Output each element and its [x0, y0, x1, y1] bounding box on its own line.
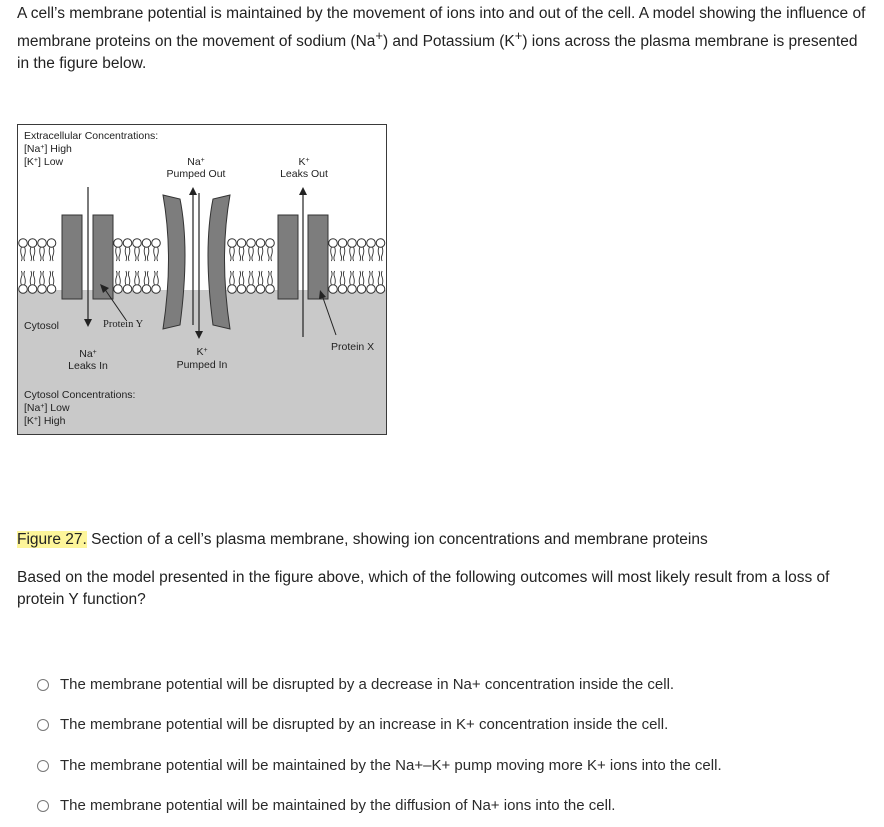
- intro-text-3: ) ions across the plasma membrane is presented in the figure below.: [17, 33, 858, 73]
- lipid-head: [348, 239, 357, 261]
- lipid-head: [123, 271, 132, 293]
- lipid-head: [376, 239, 385, 261]
- lipid-head: [38, 271, 47, 293]
- lipid-head: [256, 239, 265, 261]
- answer-option-4[interactable]: [37, 797, 615, 814]
- lipid-head: [357, 239, 366, 261]
- caption-text: Section of a cell’s plasma membrane, showing ion concentrations and membrane proteins: [86, 531, 708, 548]
- lipid-head: [228, 239, 237, 261]
- answer-option-label: The membrane potential will be disrupted by a decrease in Na+ concentration inside the cell.: [60, 676, 675, 693]
- figure-caption: [17, 530, 708, 550]
- lipid-head: [47, 271, 56, 293]
- lipid-head: [247, 271, 256, 293]
- lipid-head: [142, 239, 151, 261]
- lipid-head: [114, 271, 123, 293]
- lipid-head: [133, 239, 142, 261]
- k-leaks-out-ion: K+: [298, 156, 310, 168]
- cytosol-conc-title: Cytosol Concentrations:: [24, 389, 136, 401]
- lipid-head: [28, 239, 37, 261]
- radio-button[interactable]: [37, 760, 49, 772]
- answer-option-label: The membrane potential will be maintained by the Na+–K+ pump moving more K+ ions into the cell.: [60, 757, 722, 774]
- lipid-head: [329, 271, 338, 293]
- lipid-head: [256, 271, 265, 293]
- lipid-head: [367, 239, 376, 261]
- extracellular-na: [Na+] High: [24, 143, 72, 155]
- lipid-head: [114, 239, 123, 261]
- k-pumped-in-label: Pumped In: [176, 359, 228, 371]
- protein-y-label: Protein Y: [103, 319, 144, 330]
- lipid-head: [338, 271, 347, 293]
- cytosol-label: Cytosol: [24, 320, 60, 332]
- intro-paragraph: [17, 3, 867, 75]
- na-leaks-in-ion: Na+: [79, 348, 97, 360]
- intro-sup-1: +: [375, 28, 383, 43]
- lipid-head: [266, 239, 275, 261]
- lipid-head: [247, 239, 256, 261]
- lipid-head: [19, 271, 28, 293]
- k-leaks-out-label: Leaks Out: [280, 168, 328, 180]
- lipid-head: [133, 271, 142, 293]
- lipid-head: [338, 239, 347, 261]
- lipid-head: [266, 271, 275, 293]
- question-text: Based on the model presented in the figure above, which of the following outcomes will most likely result from a loss of protein Y function?: [17, 569, 830, 608]
- k-pumped-in-ion: K+: [196, 346, 208, 358]
- extracellular-title: Extracellular Concentrations:: [24, 130, 159, 142]
- lipid-head: [123, 239, 132, 261]
- protein-x-label: Protein X: [331, 341, 375, 353]
- lipid-head: [329, 239, 338, 261]
- intro-text-1: A cell’s membrane potential is maintained by the movement of ions into and out of the cell. A model showing the influence of membrane proteins on the movement of sodium (Na: [17, 5, 866, 51]
- radio-button[interactable]: [37, 679, 49, 691]
- radio-button[interactable]: [37, 800, 49, 812]
- answer-option-label: The membrane potential will be maintained by the diffusion of Na+ ions into the cell.: [60, 797, 616, 814]
- na-leaks-in-label: Leaks In: [68, 360, 108, 372]
- intro-text-2: ) and Potassium (K: [382, 33, 515, 51]
- lipid-head: [228, 271, 237, 293]
- lipid-head: [38, 239, 47, 261]
- answer-option-label: The membrane potential will be disrupted by an increase in K+ concentration inside the cell.: [60, 716, 669, 733]
- lipid-head: [28, 271, 37, 293]
- lipid-head: [152, 271, 161, 293]
- radio-button[interactable]: [37, 719, 49, 731]
- lipid-head: [357, 271, 366, 293]
- na-pumped-out-label: Pumped Out: [166, 168, 226, 180]
- lipid-head: [152, 239, 161, 261]
- intro-sup-2: +: [514, 28, 523, 43]
- lipid-head: [142, 271, 151, 293]
- cytosol-conc-k: [K+] High: [24, 415, 66, 427]
- lipid-head: [237, 271, 246, 293]
- answer-option-1[interactable]: [37, 676, 674, 693]
- membrane-figure: [17, 124, 387, 435]
- cytosol-conc-na: [Na+] Low: [24, 402, 70, 414]
- na-pumped-out-ion: Na+: [187, 156, 205, 168]
- answer-option-2[interactable]: [37, 716, 668, 733]
- lipid-head: [348, 271, 357, 293]
- answer-option-3[interactable]: [37, 757, 722, 774]
- lipid-head: [367, 271, 376, 293]
- lipid-head: [47, 239, 56, 261]
- membrane-diagram: [18, 125, 386, 434]
- extracellular-k: [K+] Low: [24, 156, 64, 168]
- figure-label: Figure 27.: [17, 531, 87, 548]
- lipid-head: [19, 239, 28, 261]
- lipid-head: [376, 271, 385, 293]
- lipid-head: [237, 239, 246, 261]
